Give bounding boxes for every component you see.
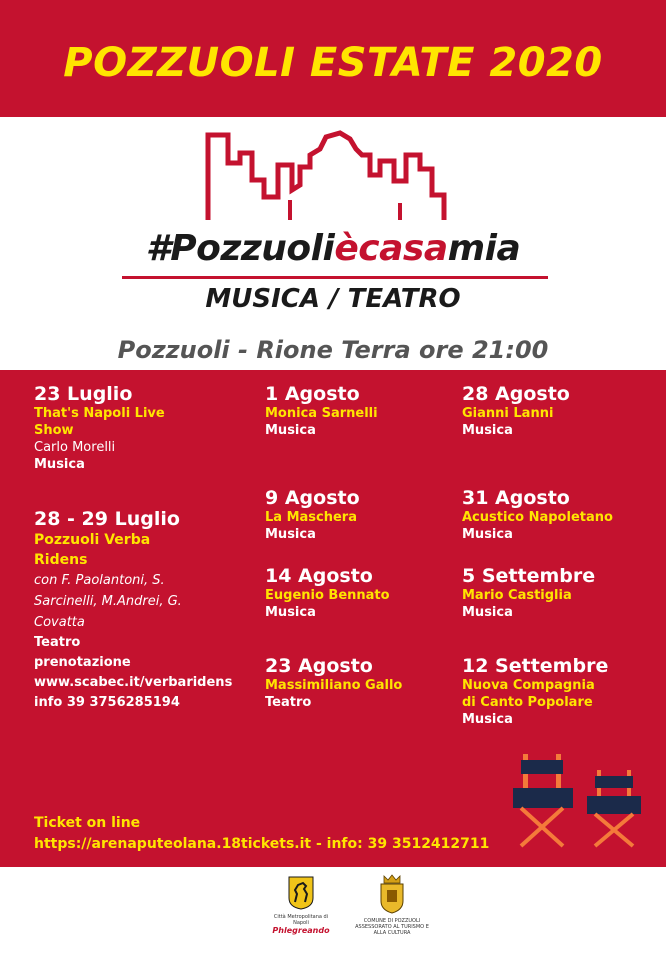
hashtag-part-1: #Pozzuoli xyxy=(145,228,335,269)
event-name: Ridens xyxy=(34,552,88,568)
event-31-agosto xyxy=(462,487,657,543)
comune-line-3: ALLA CULTURA xyxy=(373,930,411,936)
hashtag-part-2: è xyxy=(334,228,359,269)
event-5-settembre xyxy=(462,565,657,621)
event-date: 28 - 29 Luglio xyxy=(34,508,180,530)
event-date: 14 Agosto xyxy=(265,565,373,587)
logo-caption: Città Metropolitana di Napoli xyxy=(273,914,329,926)
event-23-luglio xyxy=(34,383,224,473)
event-name: That's Napoli Live xyxy=(34,406,165,421)
event-performer: Carlo Morelli xyxy=(34,440,116,455)
event-date: 23 Agosto xyxy=(265,655,373,677)
event-performer: con F. Paolantoni, S. xyxy=(34,573,165,588)
event-type: Musica xyxy=(265,423,316,438)
ticket-info xyxy=(34,813,489,855)
event-name: Nuova Compagnia xyxy=(462,678,595,693)
location-line: Pozzuoli - Rione Terra ore 21:00 xyxy=(117,336,549,364)
phlegreando-logo xyxy=(266,876,336,935)
booking-url: www.scabec.it/verbaridens xyxy=(34,675,233,690)
event-name: Show xyxy=(34,423,74,438)
event-name: di Canto Popolare xyxy=(462,695,593,710)
event-type: Musica xyxy=(462,423,513,438)
event-1-agosto xyxy=(265,383,445,439)
event-28-agosto xyxy=(462,383,652,439)
event-type: Musica xyxy=(265,605,316,620)
event-9-agosto xyxy=(265,487,445,543)
ticket-link[interactable]: https://arenaputeolana.18tickets.it - info: 39 3512412711 xyxy=(34,836,490,852)
event-performer: Sarcinelli, M.Andrei, G. xyxy=(34,594,182,609)
event-type: Musica xyxy=(462,712,513,727)
event-name: Massimiliano Gallo xyxy=(265,678,403,693)
hashtag-part-4: mia xyxy=(447,228,521,269)
horse-shield-icon xyxy=(288,876,314,910)
event-type: Teatro xyxy=(265,695,312,710)
side-print-text xyxy=(4,874,12,934)
event-type: Teatro xyxy=(34,635,81,650)
event-28-29-luglio xyxy=(34,508,249,713)
page-title: POZZUOLI ESTATE 2020 xyxy=(63,40,603,86)
comune-line-1: COMUNE DI POZZUOLI xyxy=(363,918,421,924)
crest-icon xyxy=(378,874,406,914)
event-name: Gianni Lanni xyxy=(462,406,554,421)
hashtag-logo xyxy=(0,228,666,269)
event-type: Musica xyxy=(265,527,316,542)
event-type: Musica xyxy=(462,605,513,620)
hashtag-underline xyxy=(122,276,548,279)
event-type: Musica xyxy=(462,527,513,542)
event-12-settembre xyxy=(462,655,657,728)
event-name: Mario Castiglia xyxy=(462,588,572,603)
event-date: 23 Luglio xyxy=(34,383,133,405)
hashtag-part-3: casa xyxy=(358,228,448,269)
director-chairs-icon xyxy=(505,752,645,848)
event-type: Musica xyxy=(34,457,85,472)
booking-label: prenotazione xyxy=(34,655,131,670)
event-name: Pozzuoli Verba xyxy=(34,532,151,548)
event-date: 28 Agosto xyxy=(462,383,570,405)
event-23-agosto xyxy=(265,655,455,711)
event-date: 31 Agosto xyxy=(462,487,570,509)
event-14-agosto xyxy=(265,565,445,621)
event-name: La Maschera xyxy=(265,510,357,525)
logo-brand-name: Phlegreando xyxy=(272,926,330,935)
ticket-label: Ticket on line xyxy=(34,815,141,831)
event-date: 1 Agosto xyxy=(265,383,360,405)
event-name: Acustico Napoletano xyxy=(462,510,613,525)
comune-line-2: ASSESSORATO AL TURISMO E xyxy=(355,924,429,930)
event-date: 12 Settembre xyxy=(462,655,609,677)
comune-pozzuoli-logo xyxy=(354,874,430,936)
skyline-icon xyxy=(200,125,470,245)
event-performer: Covatta xyxy=(34,615,85,630)
event-name: Monica Sarnelli xyxy=(265,406,378,421)
event-date: 9 Agosto xyxy=(265,487,360,509)
event-name: Eugenio Bennato xyxy=(265,588,390,603)
category-subtitle: MUSICA / TEATRO xyxy=(205,284,461,314)
event-date: 5 Settembre xyxy=(462,565,596,587)
booking-phone: info 39 3756285194 xyxy=(34,695,180,710)
